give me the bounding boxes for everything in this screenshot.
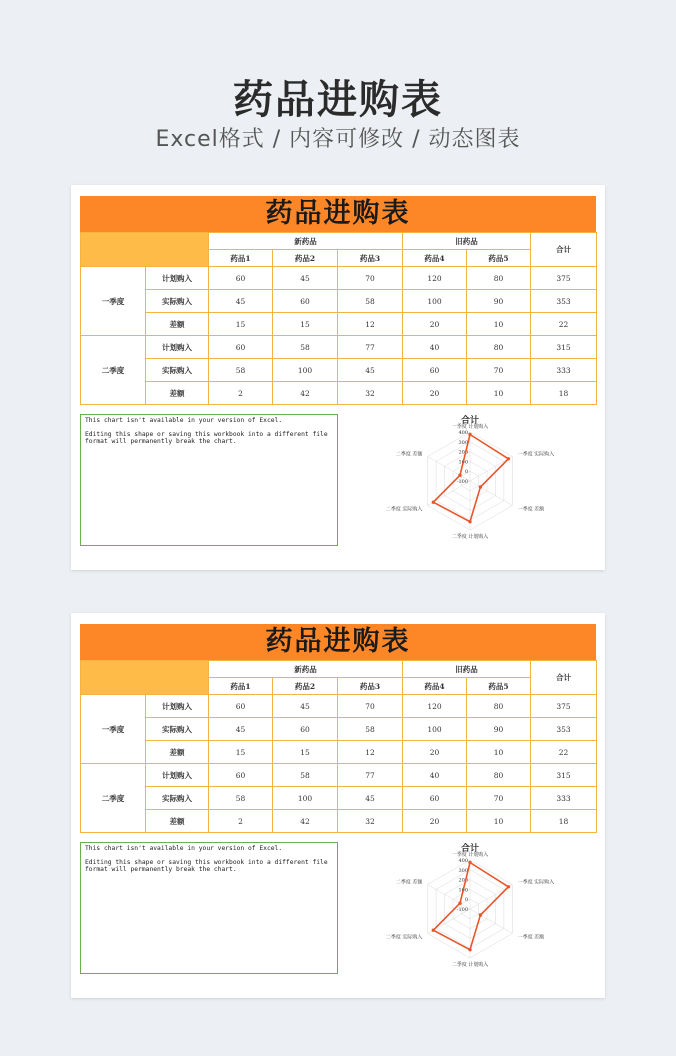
sheet-title: 药品进购表 [80, 624, 596, 660]
row-label: 实际购入 [146, 290, 209, 313]
total-cell: 353 [531, 718, 597, 741]
radar-chart [356, 411, 596, 551]
drug-header: 药品2 [273, 250, 338, 267]
tick-label: 200 [458, 877, 468, 884]
cell: 58 [273, 336, 338, 359]
cell: 12 [338, 313, 403, 336]
drug-header: 药品5 [467, 250, 531, 267]
tick-label: 300 [458, 867, 468, 874]
data-point [458, 474, 461, 477]
cell: 15 [273, 313, 338, 336]
cell: 20 [403, 382, 467, 405]
cell: 10 [467, 313, 531, 336]
cell: 100 [273, 787, 338, 810]
total-cell: 315 [531, 764, 597, 787]
cell: 42 [273, 382, 338, 405]
chart-title: 合计 [460, 844, 480, 854]
purchase-table [80, 660, 597, 833]
total-cell: 18 [531, 382, 597, 405]
cell: 2 [209, 382, 273, 405]
header-corner [81, 661, 209, 695]
cell: 42 [273, 810, 338, 833]
data-point [468, 433, 471, 436]
cell: 20 [403, 810, 467, 833]
data-point [479, 485, 482, 488]
table-row [81, 313, 597, 336]
hero-subtitle: Excel格式 / 内容可修改 / 动态图表 [155, 127, 521, 152]
category-label: 二季度 差额 [395, 451, 423, 458]
total-cell: 375 [531, 695, 597, 718]
row-label: 计划购入 [146, 267, 209, 290]
cell: 32 [338, 382, 403, 405]
spreadsheet-preview-2 [71, 613, 605, 998]
cell: 100 [403, 290, 467, 313]
cell: 45 [338, 787, 403, 810]
cell: 60 [209, 764, 273, 787]
purchase-table [80, 232, 597, 405]
quarter-label: 二季度 [81, 336, 146, 405]
category-label: 二季度 实际购入 [385, 934, 423, 941]
cell: 70 [467, 787, 531, 810]
tick-label: -100 [456, 479, 468, 485]
total-cell: 22 [531, 313, 597, 336]
table-row [81, 741, 597, 764]
row-label: 实际购入 [146, 718, 209, 741]
drug-header: 药品4 [403, 678, 467, 695]
table-row [81, 336, 597, 359]
cell: 45 [209, 718, 273, 741]
data-point [468, 948, 471, 951]
cell: 15 [273, 741, 338, 764]
total-cell: 353 [531, 290, 597, 313]
tick-label: -100 [456, 907, 468, 913]
drug-header: 药品5 [467, 678, 531, 695]
cell: 60 [273, 290, 338, 313]
total-cell: 18 [531, 810, 597, 833]
row-label: 差额 [146, 313, 209, 336]
category-label: 二季度 差额 [395, 879, 423, 886]
cell: 20 [403, 313, 467, 336]
cell: 58 [338, 290, 403, 313]
total-header: 合计 [531, 661, 597, 695]
table-row [81, 810, 597, 833]
row-label: 计划购入 [146, 695, 209, 718]
group-old-header: 旧药品 [403, 661, 531, 678]
cell: 80 [467, 764, 531, 787]
total-cell: 375 [531, 267, 597, 290]
quarter-label: 一季度 [81, 695, 146, 764]
cell: 45 [209, 290, 273, 313]
table-row [81, 359, 597, 382]
data-point [432, 501, 435, 504]
cell: 40 [403, 764, 467, 787]
spreadsheet-preview-1 [71, 185, 605, 570]
tick-label: 0 [464, 897, 468, 904]
category-label: 一季度 差额 [517, 506, 545, 513]
category-label: 一季度 计划购入 [451, 424, 489, 430]
table-row [81, 382, 597, 405]
drug-header: 药品1 [209, 678, 273, 695]
category-label: 一季度 差额 [517, 934, 545, 941]
data-point [507, 885, 510, 888]
cell: 100 [273, 359, 338, 382]
drug-header: 药品2 [273, 678, 338, 695]
total-cell: 315 [531, 336, 597, 359]
tick-label: 0 [464, 469, 468, 476]
category-label: 二季度 计划购入 [451, 534, 489, 540]
tick-label: 100 [458, 887, 468, 894]
chart-unavailable-notice [80, 842, 338, 974]
cell: 60 [209, 336, 273, 359]
cell: 2 [209, 810, 273, 833]
table-row [81, 290, 597, 313]
group-new-header: 新药品 [209, 233, 403, 250]
row-label: 实际购入 [146, 359, 209, 382]
group-new-header: 新药品 [209, 661, 403, 678]
cell: 60 [209, 695, 273, 718]
cell: 20 [403, 741, 467, 764]
cell: 58 [209, 787, 273, 810]
tick-label: 200 [458, 449, 468, 456]
chart-unavailable-notice [80, 414, 338, 546]
cell: 60 [209, 267, 273, 290]
tick-label: 100 [458, 459, 468, 466]
tick-label: 300 [458, 439, 468, 446]
total-cell: 333 [531, 359, 597, 382]
category-label: 二季度 实际购入 [385, 506, 423, 513]
total-cell: 22 [531, 741, 597, 764]
cell: 45 [338, 359, 403, 382]
table-row [81, 695, 597, 718]
cell: 58 [209, 359, 273, 382]
radar-chart [356, 839, 596, 979]
cell: 90 [467, 290, 531, 313]
cell: 32 [338, 810, 403, 833]
hero-title: 药品进购表 [233, 77, 443, 123]
cell: 80 [467, 695, 531, 718]
category-label: 一季度 实际购入 [517, 879, 555, 886]
tick-label: 400 [458, 858, 468, 864]
cell: 120 [403, 267, 467, 290]
cell: 77 [338, 764, 403, 787]
row-label: 差额 [146, 382, 209, 405]
cell: 40 [403, 336, 467, 359]
category-label: 一季度 实际购入 [517, 451, 555, 458]
total-header: 合计 [531, 233, 597, 267]
data-point [468, 520, 471, 523]
row-label: 差额 [146, 741, 209, 764]
quarter-label: 一季度 [81, 267, 146, 336]
data-point [432, 929, 435, 932]
category-label: 一季度 计划购入 [451, 852, 489, 858]
cell: 100 [403, 718, 467, 741]
cell: 15 [209, 313, 273, 336]
cell: 70 [467, 359, 531, 382]
cell: 15 [209, 741, 273, 764]
cell: 80 [467, 336, 531, 359]
quarter-label: 二季度 [81, 764, 146, 833]
notice-line: This chart isn't available in your version of Excel. [85, 417, 283, 424]
cell: 45 [273, 267, 338, 290]
drug-header: 药品3 [338, 678, 403, 695]
cell: 80 [467, 267, 531, 290]
cell: 120 [403, 695, 467, 718]
total-cell: 333 [531, 787, 597, 810]
group-old-header: 旧药品 [403, 233, 531, 250]
notice-line: Editing this shape or saving this workbook into a different file format will permanently break the chart. [85, 430, 328, 445]
cell: 90 [467, 718, 531, 741]
row-label: 实际购入 [146, 787, 209, 810]
cell: 60 [403, 787, 467, 810]
header-corner [81, 233, 209, 267]
cell: 77 [338, 336, 403, 359]
cell: 45 [273, 695, 338, 718]
row-label: 计划购入 [146, 336, 209, 359]
cell: 10 [467, 810, 531, 833]
drug-header: 药品3 [338, 250, 403, 267]
category-label: 二季度 计划购入 [451, 962, 489, 968]
drug-header: 药品1 [209, 250, 273, 267]
row-label: 计划购入 [146, 764, 209, 787]
cell: 60 [273, 718, 338, 741]
notice-line: This chart isn't available in your version of Excel. [85, 845, 283, 852]
table-row [81, 267, 597, 290]
cell: 58 [273, 764, 338, 787]
sheet-title: 药品进购表 [80, 196, 596, 232]
data-point [458, 902, 461, 905]
cell: 60 [403, 359, 467, 382]
table-row [81, 718, 597, 741]
table-row [81, 787, 597, 810]
chart-title: 合计 [460, 416, 480, 426]
cell: 10 [467, 382, 531, 405]
cell: 12 [338, 741, 403, 764]
notice-line: Editing this shape or saving this workbook into a different file format will permanently break the chart. [85, 858, 328, 873]
cell: 58 [338, 718, 403, 741]
data-point [479, 913, 482, 916]
data-point [507, 457, 510, 460]
data-point [468, 861, 471, 864]
row-label: 差额 [146, 810, 209, 833]
cell: 70 [338, 695, 403, 718]
cell: 70 [338, 267, 403, 290]
drug-header: 药品4 [403, 250, 467, 267]
table-row [81, 764, 597, 787]
tick-label: 400 [458, 430, 468, 436]
cell: 10 [467, 741, 531, 764]
